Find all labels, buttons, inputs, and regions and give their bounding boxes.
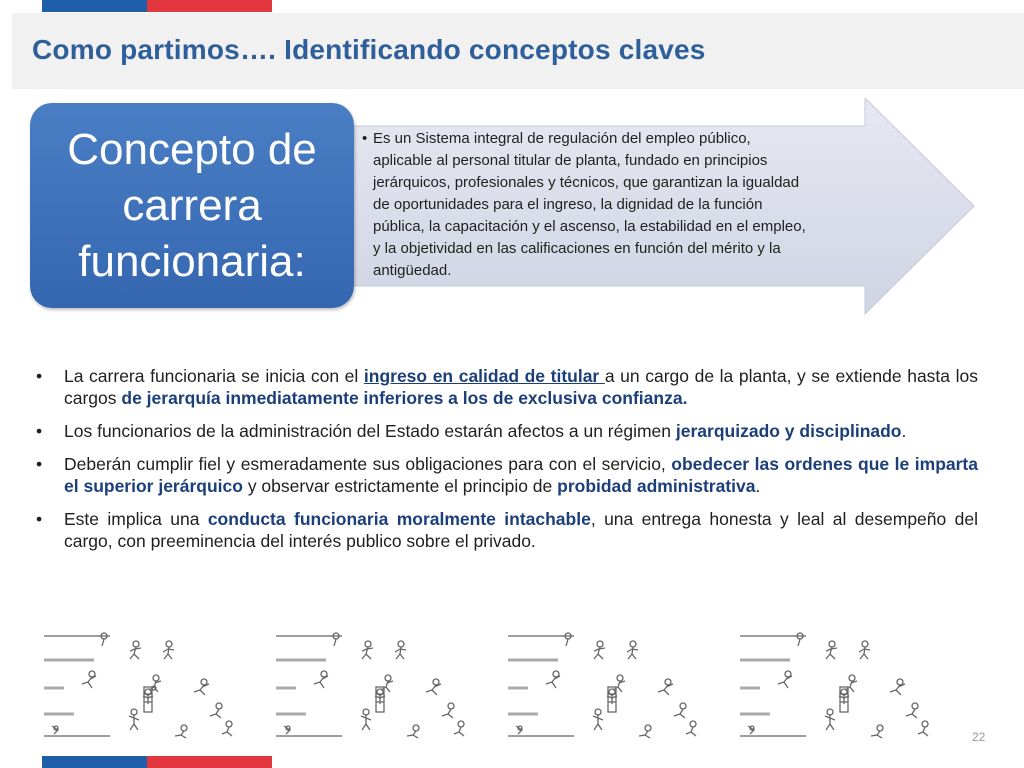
bullet-item: • La carrera funcionaria se inicia con el ingreso en calidad de titular a un cargo de la planta, y se extiende hasta los cargos de jerarquía inmediatamente inferiores a los de exclusiva confianza. — [36, 366, 978, 408]
bullet-item: • Este implica una conducta funcionaria moralmente intachable, una entrega honesta y leal al desempeño del cargo, con preeminencia del interés publico sobre el privado. — [36, 509, 978, 551]
tile-1 — [44, 633, 232, 738]
bullet-item: • Los funcionarios de la administración del Estado estarán afectos a un régimen jerarquizado y disciplinado. — [36, 421, 907, 441]
bullet-list — [36, 365, 978, 563]
flag-bar-top — [42, 0, 272, 12]
concept-title: Concepto de carrera funcionaria: — [67, 124, 317, 286]
page-number: 22 — [972, 730, 986, 744]
bullet-item: • Deberán cumplir fiel y esmeradamente sus obligaciones para con el servicio, obedecer las ordenes que le imparta el superior jerárquico y observar estrictamente el principio de probidad administrativa. — [36, 454, 978, 496]
highlight-text: obedecer las ordenes que le imparta el superior jerárquico — [64, 454, 978, 496]
concept-box — [30, 103, 354, 308]
flag-bar-bottom — [42, 756, 272, 768]
stick-figures-illustration — [44, 632, 972, 740]
highlight-text: de jerarquía inmediatamente inferiores a los de exclusiva confianza. — [121, 388, 688, 408]
slide-title: Como partimos…. Identificando conceptos claves — [32, 34, 706, 65]
highlight-text: jerarquizado y disciplinado — [675, 421, 902, 441]
highlight-text: probidad administrativa — [557, 476, 756, 496]
definition-bullet: • — [362, 130, 368, 147]
definition-text: • Es un Sistema integral de regulación del empleo público, aplicable al personal titular de planta, fundado en principios jerárquicos, profesionales y técnicos, que garantizan la igualdad de oportunidades para el ingreso, la dignidad de la función pública, la capacitación y el ascenso, la estabilidad en el empleo, y la objetividad en las calificaciones en función del mérito y la antigüedad. — [362, 130, 806, 279]
highlight-text: ingreso en calidad de titular — [363, 366, 605, 386]
highlight-text: conducta funcionaria moralmente intachable — [207, 509, 591, 529]
